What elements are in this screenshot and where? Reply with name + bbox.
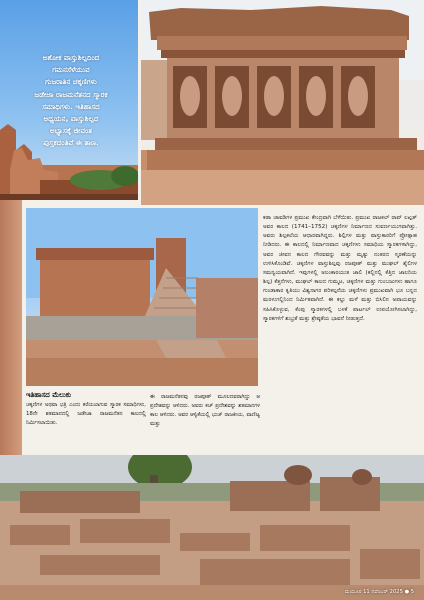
section-heading: ಇತಿಹಾಸದ ಮೆಲುಕು (26, 391, 72, 399)
intro-panel (0, 0, 138, 200)
body-text-column-b: ಈ ರಾಜಮನೆತನವು ರಜಪೂತ್ ಮೂಲದವರಾಗಿದ್ದು ಆ ಪ್ರದೇಶವನ್ನು ಆಳಿದರು. ಅವರು ಕಚ್ ಪ್ರದೇಶವನ್ನು ಶತಮಾನಗಳ ಕಾಲ ಆಳಿದರು. ಅವರ ಆಳ್ವಿಕೆಯಲ್ಲಿ ಭುಜ್ ರಾಜಕೀಯ, ವಾಣಿಜ್ಯ ಮತ್ತು (150, 394, 260, 428)
page-footer: ಮಯೂರ 11 ನವೆಂಬರ್ 2025 ● 5 (344, 589, 414, 595)
cenotaph-ruins-photo (0, 455, 424, 600)
body-text-right-column: ಕಡಾ ಚಾವಡಿಗಳ ಪ್ರಮುಖ ಕೇಂದ್ರವಾಗಿ ಬೆಳೆಯಿತು. ಪ್ರಮುಖ ರಾಜಕಲ್ ರಾವ್ ಲಖ್ಪತ್ ಅವರ ಕಾಲದ (1741–1752) ಚಕ್ಕಣಿಗಳ ನಿರ್ಮಾಣದ ಸುವರ್ಣಯುಗವಾಗಿತ್ತು. ಅವರು ಶಿಲ್ಪಕಲೆಯ ಆಧಾರವಾಗಿದ್ದರು. ಶಿಲ್ಪಿಗಳ ಮತ್ತು ವಾಸ್ತುಕಾರರಿಗೆ ಪ್ರೋತ್ಸಾಹ ನೀಡಿದರು. ಈ ಕಾಲದಲ್ಲಿ ನಿರ್ಮಾಣವಾದ ಚಕ್ಕಣಿಗಳು ಸಮಾಧಿಯ ಸ್ಮಾರಕಗಳಾಗಿದ್ದು, ಅವರ ಜೀವನ ಕಾಲದ ಗೌರವವನ್ನು ಮತ್ತು ಮೃತ್ಯು ನಂತರದ ಸ್ಮರಣೆಯನ್ನು ಉಳಿಸಿಕೊಂಡಿವೆ. ಚಕ್ಕಣಿಗಳ ವಾಸ್ತುಶಿಲ್ಪವು ರಜಪೂತ್ ಮತ್ತು ಮುಘಲ್ ಶೈಲಿಗಳ ಸಮನ್ವಯವಾಗಿದೆ. ಇವುಗಳಲ್ಲಿ ಅಲಂಕಾರಯುತ ಜಾಲಿ (ಕಲ್ಲಿನಲ್ಲಿ ಕೆತ್ತಿದ ಜಾಲರಿಯ ಶಿಲ್ಪ) ಕೆತ್ತನೆಗಳು, ಮುಘಲ್ ಕಾಲದ ಗುಮ್ಮಟ, ಚಕ್ಕಣಿಗಳ ಮತ್ತು ಗುಂಬಜುಗಳು ಹಾಗೂ ಗುಂಡಾಕಾರ ಕೃತಿಯು ವಿಶ್ವನಾಗರ ಪರಿಕಲ್ಪನೆಯ ಚಕ್ಕಣಿಗಳು ಪ್ರಮುಖವಾಗಿ ಭೂ ಬನ್ನದ ಮರಳುಗಲ್ಲಿನಿಂದ ನಿರ್ಮಿತವಾಗಿದೆ. ಈ ಕಲ್ಲು ಮಳೆ ಮತ್ತು ಬಿಸಿಲಿನ ಅಪಾಯವನ್ನು ಸಹಿಸಿಕೊಳ್ಳುವ, ಕೆಂಪು ಸ್ಮಾರಕಗಳಲ್ಲಿ ಬಳಕೆ ಪಾರ್ಟಲ್ ಉಪಯೋಗಿಸಲಾಗಿದ್ದು, ಸ್ಮಾರಕಗಳಿಗೆ ಶುಭ್ರತೆ ಮತ್ತು ಶ್ರೇಷ್ಠತೆಯ ಭಾವನೆ ನೀಡುತ್ತದೆ. (263, 215, 417, 322)
background-ruin-edge (0, 200, 22, 455)
body-text-column-a: ಚಕ್ಕಣಿಗಳ ಅಥವಾ ಛತ್ರಿ ಎಂದು ಕರೆಯಲಾಗುವ ಸ್ಮಾರಕ ಸಮಾಧಿಗಳು, 18ನೇ ಶತಮಾನದಲ್ಲಿ ಜಡೇಜಾ ರಾಜಮನೆತನ ಕಾಲದಲ್ಲಿ ನಿರ್ಮಿಸಲಾಯಿತು. (26, 402, 146, 427)
carved-pavilion-photo (141, 0, 424, 205)
intro-caption: ಅಶೋಕ ವಾಸ್ತುಶಿಲ್ಪದಿಂದ ಗಮನಸೆಳೆಯುವ ಗುಜರಾತಿನ ಚಕ್ಕಣಿಗಳು ಜಡೇಜಾ ರಾಜಮನೆತನದ ಸ್ಮಾರಕ ಸಮಾಧಿಗಳು. ಇತಿಹಾಸದ ಅಧ್ಯಯನ, ವಾಸ್ತುಶಿಲ್ಪದ ಅಭ್ಯಾಸಕ್ಕೆ ಜೀವಂತ ಪುಸ್ತಕದಂತಿವೆ ಈ ತಾಣ. (34, 53, 108, 148)
temple-stairs-photo (26, 208, 258, 386)
